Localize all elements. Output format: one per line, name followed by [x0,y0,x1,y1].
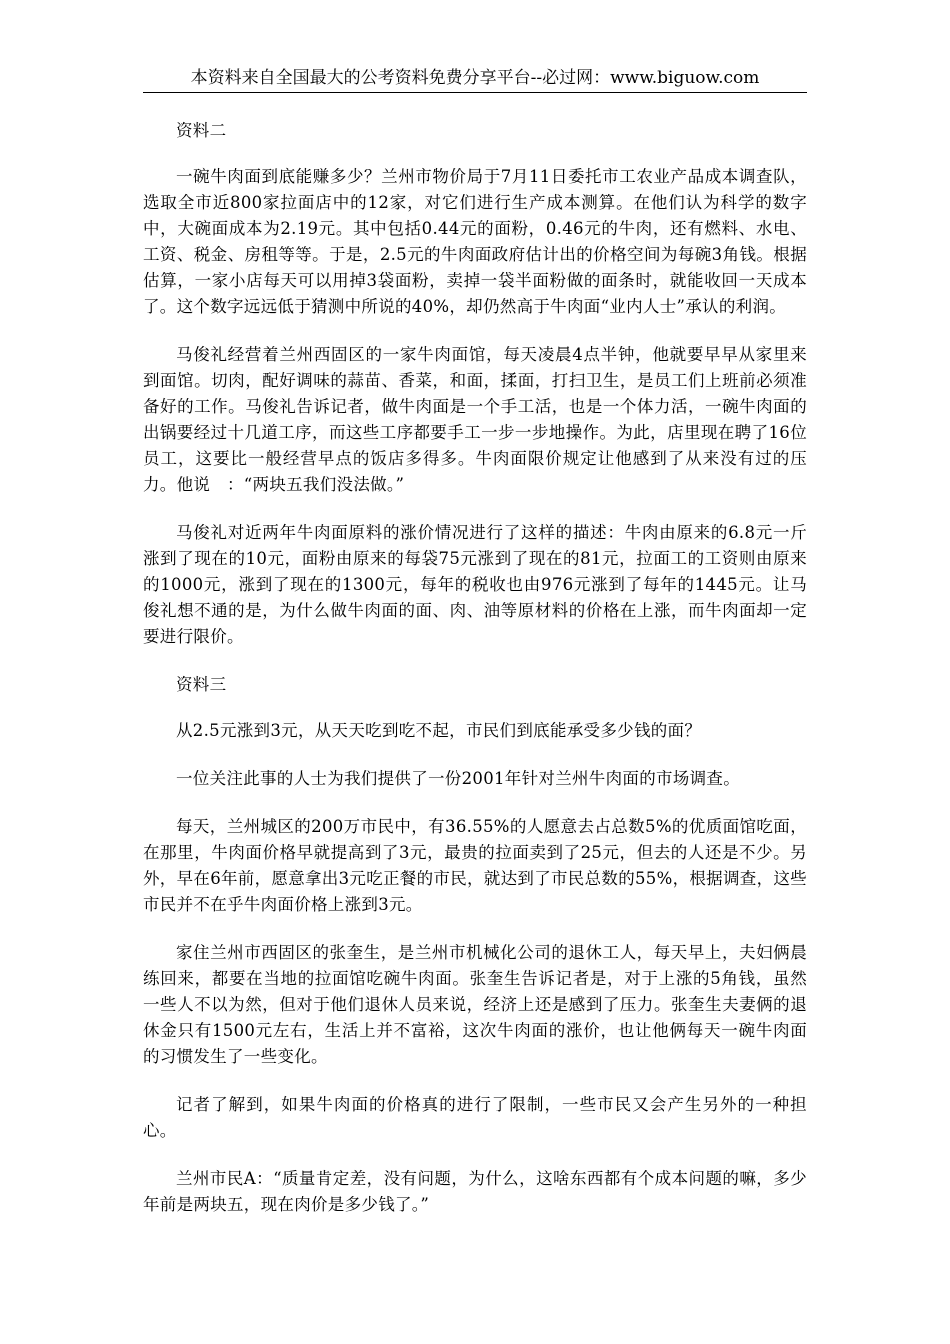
paragraph: 马俊礼经营着兰州西固区的一家牛肉面馆，每天凌晨4点半钟，他就要早早从家里来到面馆。切肉，配好调味的蒜苗、香菜，和面，揉面，打扫卫生，是员工们上班前必须准备好的工作。马俊礼告诉记者，做牛肉面是一个手工活，也是一个体力活，一碗牛肉面的出锅要经过十几道工序，而这些工序都要手工一步一步地操作。为此，店里现在聘了16位员工，这要比一般经营早点的饭店多得多。牛肉面限价规定让他感到了从来没有过的压力。他说 ：“两块五我们没法做。” [143,345,807,494]
paragraph: 记者了解到，如果牛肉面的价格真的进行了限制，一些市民又会产生另外的一种担心。 [143,1095,807,1140]
paragraph: 一位关注此事的人士为我们提供了一份2001年针对兰州牛肉面的市场调查。 [176,769,740,788]
paragraph: 兰州市民A：“质量肯定差，没有问题，为什么，这啥东西都有个成本问题的嘛，多少年前是两块五，现在肉价是多少钱了。” [143,1169,807,1214]
paragraph: 家住兰州市西固区的张奎生，是兰州市机械化公司的退休工人，每天早上，夫妇俩晨练回来，都要在当地的拉面馆吃碗牛肉面。张奎生告诉记者是，对于上涨的5角钱，虽然一些人不以为然，但对于他们退休人员来说，经济上还是感到了压力。张奎生夫妻俩的退休金只有1500元左右，生活上并不富裕，这次牛肉面的涨价，也让他俩每天一碗牛肉面的习惯发生了一些变化。 [143,943,807,1066]
paragraph: 一碗牛肉面到底能赚多少？兰州市物价局于7月11日委托市工农业产品成本调查队，选取全市近800家拉面店中的12家，对它们进行生产成本测算。在他们认为科学的数字中，大碗面成本为2.19元。其中包括0.44元的面粉，0.46元的牛肉，还有燃料、水电、工资、税金、房租等等。于是，2.5元的牛肉面政府估计出的价格空间为每碗3角钱。根据估算，一家小店每天可以用掉3袋面粉，卖掉一袋半面粉做的面条时，就能收回一天成本了。这个数字远远低于猜测中所说的40%，却仍然高于牛肉面“业内人士”承认的利润。 [143,167,807,316]
paragraph: 每天，兰州城区的200万市民中，有36.55%的人愿意去占总数5%的优质面馆吃面，在那里，牛肉面价格早就提高到了3元，最贵的拉面卖到了25元，但去的人还是不少。另外，早在6年前，愿意拿出3元吃正餐的市民，就达到了市民总数的55%，根据调查，这些市民并不在乎牛肉面价格上涨到3元。 [143,817,807,914]
section-heading-material-2: 资料二 [176,121,227,140]
paragraph: 马俊礼对近两年牛肉面原料的涨价情况进行了这样的描述：牛肉由原来的6.8元一斤涨到了现在的10元，面粉由原来的每袋75元涨到了现在的81元，拉面工的工资则由原来的1000元，涨到了现在的1300元，每年的税收也由976元涨到了每年的1445元。让马俊礼想不通的是，为什么做牛肉面的面、肉、油等原材料的价格在上涨，而牛肉面却一定要进行限价。 [143,523,807,646]
page-header: 本资料来自全国最大的公考资料免费分享平台--必过网：www.biguow.com [143,66,807,93]
paragraph: 从2.5元涨到3元，从天天吃到吃不起，市民们到底能承受多少钱的面？ [176,721,702,740]
section-heading-material-3: 资料三 [176,675,227,694]
document-body [143,118,807,1240]
